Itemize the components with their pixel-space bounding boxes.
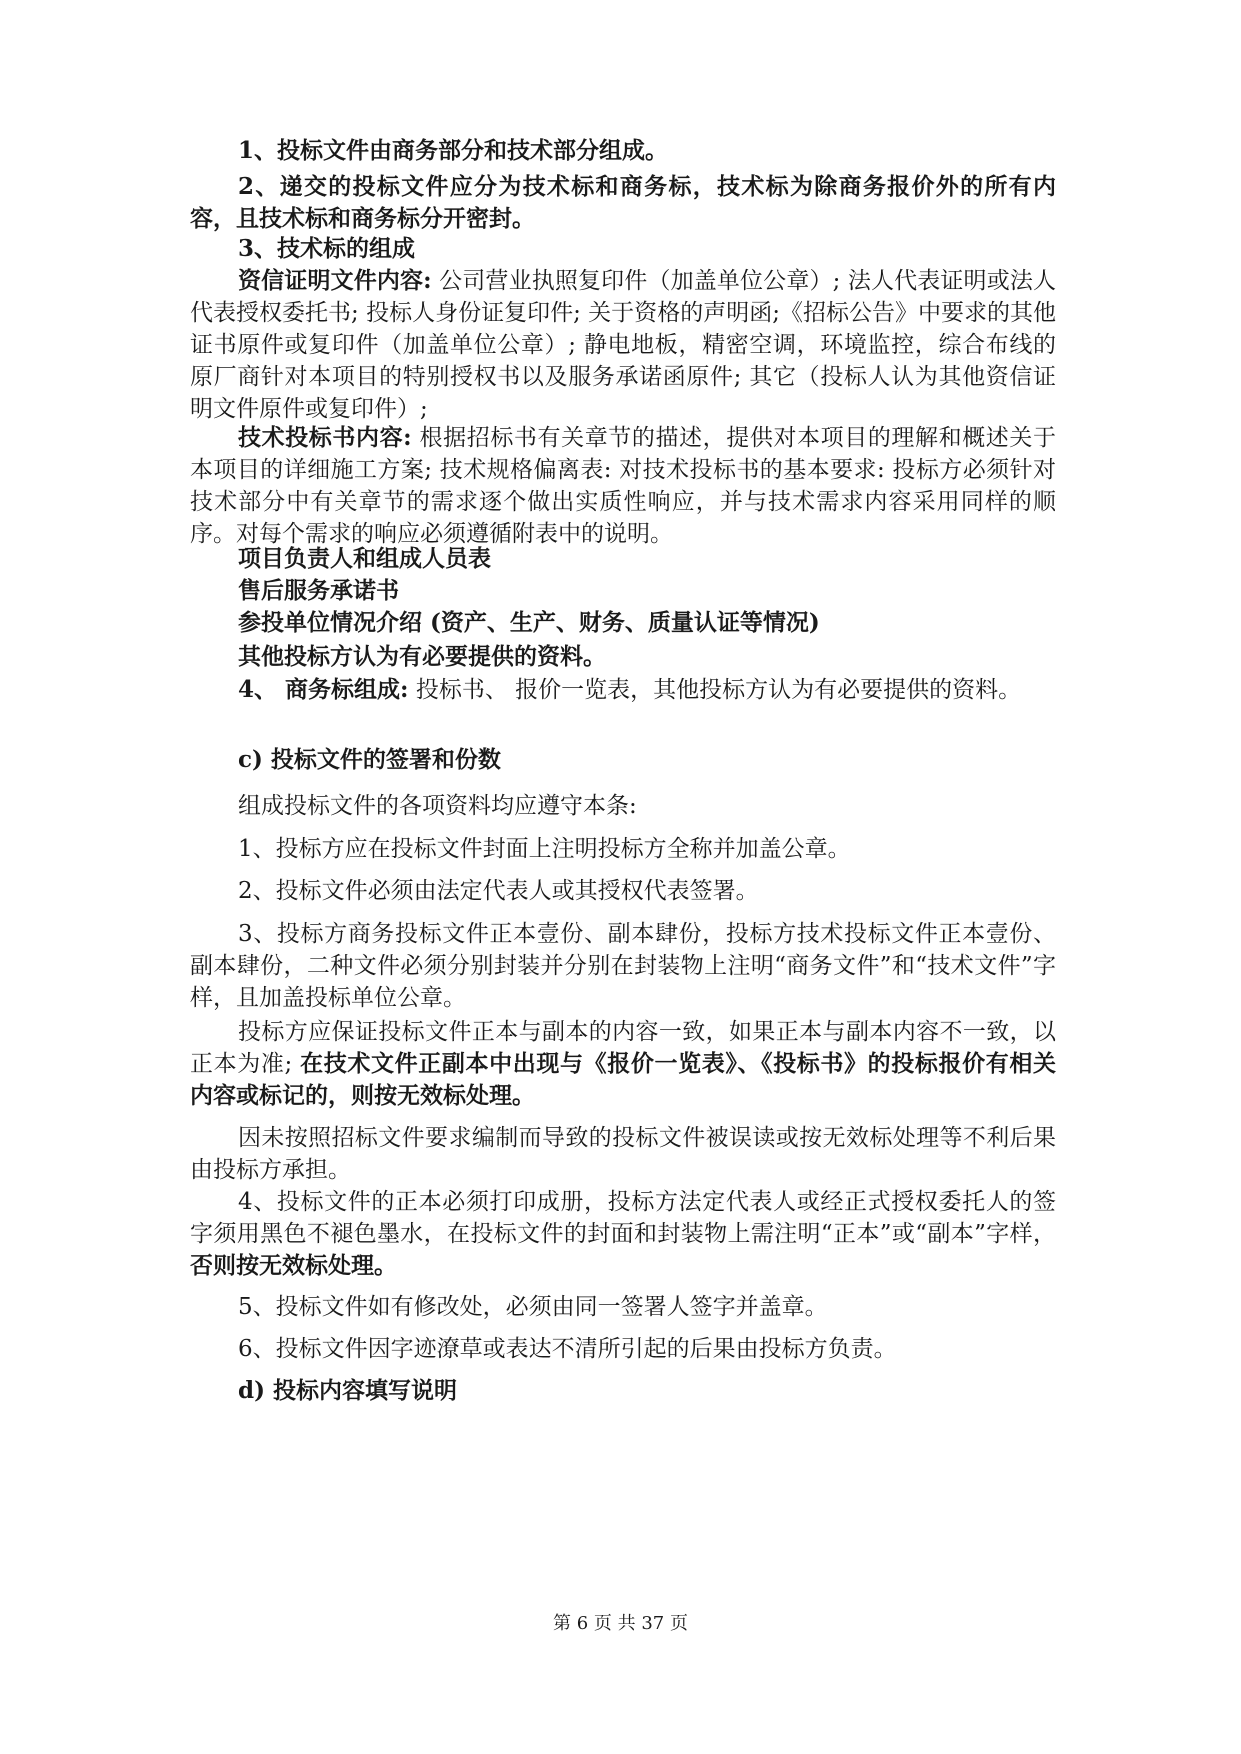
page-number-footer: 第 6 页 共 37 页: [553, 1613, 688, 1634]
tech-proposal-text: 根据招标书有关章节的描述，提供对本项目的理解和概述关于本项目的详细施工方案; 技术规格偏离表: 对技术投标书的基本要求: 投标方必须针对技术部分中有关章节的需求逐个做出实质性响应，并与技术需求内容采用同样的顺序。对每个需求的响应必须遵循附表中的说明。: [190, 425, 1056, 547]
item-4-text: 投标书、 报价一览表，其他投标方认为有必要提供的资料。: [408, 677, 1022, 703]
item-4-label: 4、 商务标组成:: [238, 676, 409, 703]
credit-documents-label: 资信证明文件内容:: [238, 267, 432, 294]
item-2: 2、递交的投标文件应分为技术标和商务标，技术标为除商务报价外的所有内容，且技术标和商务标分开密封。: [190, 173, 1056, 232]
section-c-para-8: 6、投标文件因字迹潦草或表达不清所引起的后果由投标方负责。: [238, 1336, 897, 1362]
tech-proposal-label: 技术投标书内容:: [238, 424, 412, 451]
list-item-service: 售后服务承诺书: [238, 577, 399, 604]
tech-proposal-paragraph: [190, 422, 1056, 550]
section-c-para-2: 2、投标文件必须由法定代表人或其授权代表签署。: [238, 878, 759, 904]
section-c-para-6-bold: 否则按无效标处理。: [190, 1252, 397, 1279]
section-c-para-6-text: 4、投标文件的正本必须打印成册，投标方法定代表人或经正式授权委托人的签字须用黑色不褪色墨水，在投标文件的封面和封装物上需注明“正本”或“副本”字样，: [190, 1189, 1056, 1247]
section-d-heading: d) 投标内容填写说明: [238, 1377, 457, 1404]
section-c-heading: c) 投标文件的签署和份数: [238, 746, 501, 773]
section-c-para-5: 因未按照招标文件要求编制而导致的投标文件被误读或按无效标处理等不利后果由投标方承担。: [190, 1125, 1056, 1183]
item-1: 1、投标文件由商务部分和技术部分组成。: [238, 137, 669, 164]
section-c-para-7: 5、投标文件如有修改处，必须由同一签署人签字并盖章。: [238, 1294, 828, 1320]
credit-documents-text: 公司营业执照复印件（加盖单位公章）; 法人代表证明或法人代表授权委托书; 投标人身份证复印件; 关于资格的声明函;《招标公告》中要求的其他证书原件或复印件（加盖单位公章）; 静电地板，精密空调，环境监控，综合布线的原厂商针对本项目的特别授权书以及服务承诺函原件; 其它（投标人认为其他资信证明文件原件或复印件）;: [190, 268, 1056, 422]
section-c-para-1: 1、投标方应在投标文件封面上注明投标方全称并加盖公章。: [238, 836, 851, 862]
item-3-title: 3、技术标的组成: [238, 235, 416, 262]
section-c-intro: 组成投标文件的各项资料均应遵守本条:: [238, 793, 637, 819]
section-c-para-4-bold: 在技术文件正副本中出现与《报价一览表》、《投标书》的投标报价有相关内容或标记的，则按无效标处理。: [190, 1050, 1057, 1109]
list-item-other: 其他投标方认为有必要提供的资料。: [238, 643, 606, 670]
credit-documents-paragraph: [190, 265, 1056, 425]
section-c-para-3: 3、投标方商务投标文件正本壹份、副本肆份，投标方技术投标文件正本壹份、副本肆份，二种文件必须分别封装并分别在封装物上注明“商务文件”和“技术文件”字样，且加盖投标单位公章。: [190, 921, 1056, 1011]
section-c-para-4: [190, 1016, 1056, 1112]
list-item-company: 参投单位情况介绍 (资产、生产、财务、质量认证等情况): [238, 609, 820, 636]
list-item-personnel: 项目负责人和组成人员表: [238, 545, 491, 572]
item-4-paragraph: [190, 674, 1056, 706]
section-c-para-4-text: 投标方应保证投标文件正本与副本的内容一致，如果正本与副本内容不一致，以正本为准;: [190, 1019, 1056, 1077]
section-c-para-6: [190, 1186, 1056, 1282]
